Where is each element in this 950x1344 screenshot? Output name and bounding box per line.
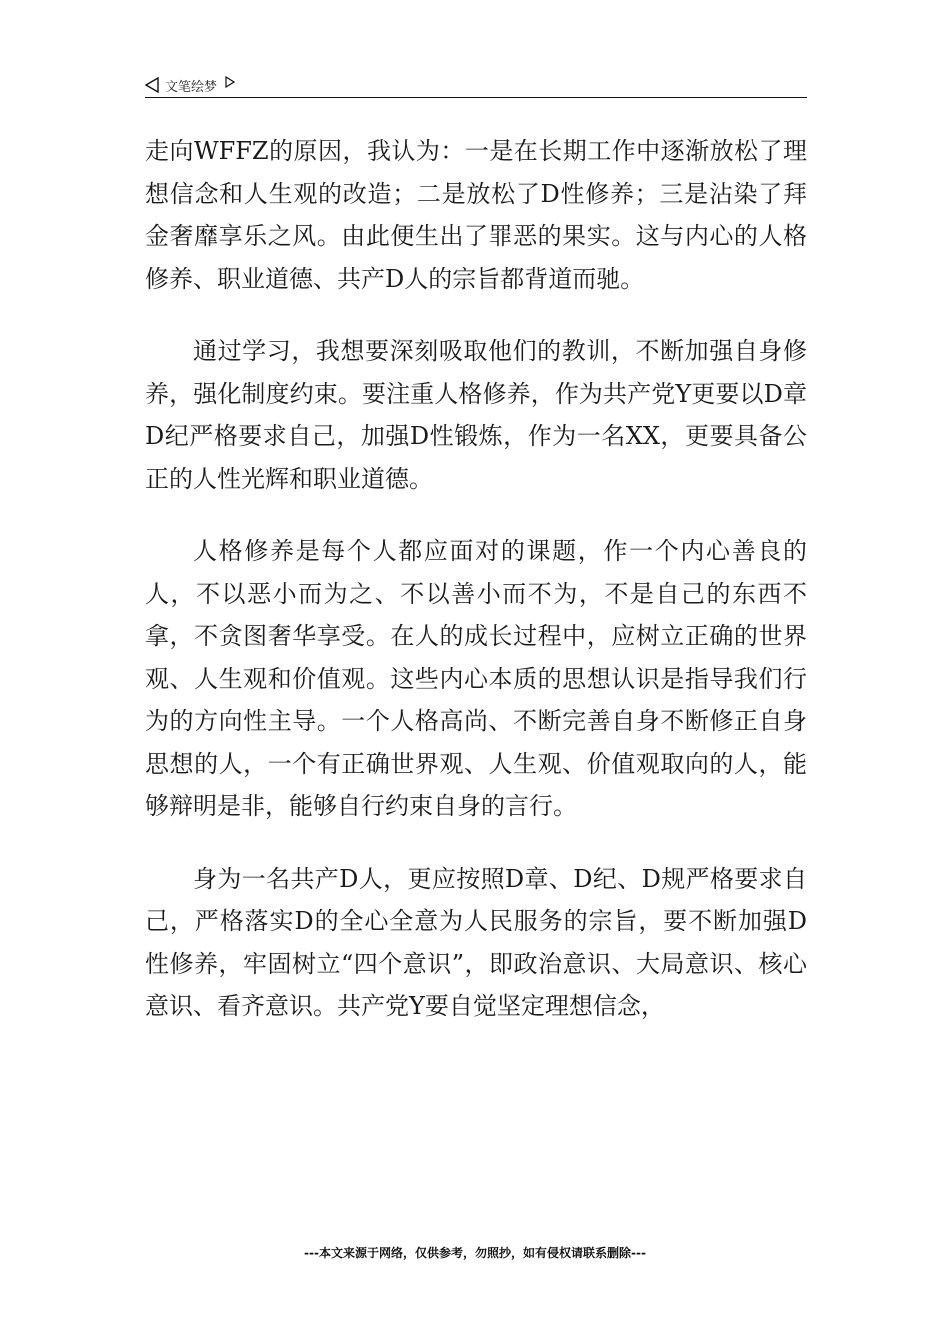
- header-rule: [145, 97, 807, 98]
- paragraph-2: 通过学习，我想要深刻吸取他们的教训，不断加强自身修养，强化制度约束。要注重人格修养，作为共产党Y更要以D章D纪严格要求自己，加强D性锻炼，作为一名XX，更要具备公正的人性光辉和职业道德。: [145, 337, 807, 493]
- paragraph-1: 走向WFFZ的原因，我认为：一是在长期工作中逐渐放松了理想信念和人生观的改造；二是放松了D性修养；三是沾染了拜金奢靡享乐之风。由此便生出了罪恶的果实。这与内心的人格修养、职业道德、共产D人的宗旨都背道而驰。: [145, 137, 807, 293]
- paragraph-4: 身为一名共产D人，更应按照D章、D纪、D规严格要求自己，严格落实D的全心全意为人民服务的宗旨，要不断加强D性修养，牢固树立“四个意识”，即政治意识、大局意识、核心意识、看齐意识。共产党Y要自觉坚定理想信念，: [145, 864, 807, 1020]
- triangle-left-icon: [145, 77, 159, 93]
- triangle-right-icon: [225, 76, 235, 88]
- paragraph-3: 人格修养是每个人都应面对的课题，作一个内心善良的人，不以恶小而为之、不以善小而不为，不是自己的东西不拿，不贪图奢华享受。在人的成长过程中，应树立正确的世界观、人生观和价值观。这些内心本质的思想认识是指导我们行为的方向性主导。一个人格高尚、不断完善自身不断修正自身思想的人，一个有正确世界观、人生观、价值观取向的人，能够辩明是非，能够自行约束自身的言行。: [145, 537, 807, 820]
- header-title: 文笔绘梦: [165, 79, 218, 95]
- document-body: [145, 130, 807, 1058]
- page-header: [145, 72, 807, 98]
- page-footer: ---本文来源于网络，仅供参考，勿照抄，如有侵权请联系删除---: [304, 1246, 646, 1260]
